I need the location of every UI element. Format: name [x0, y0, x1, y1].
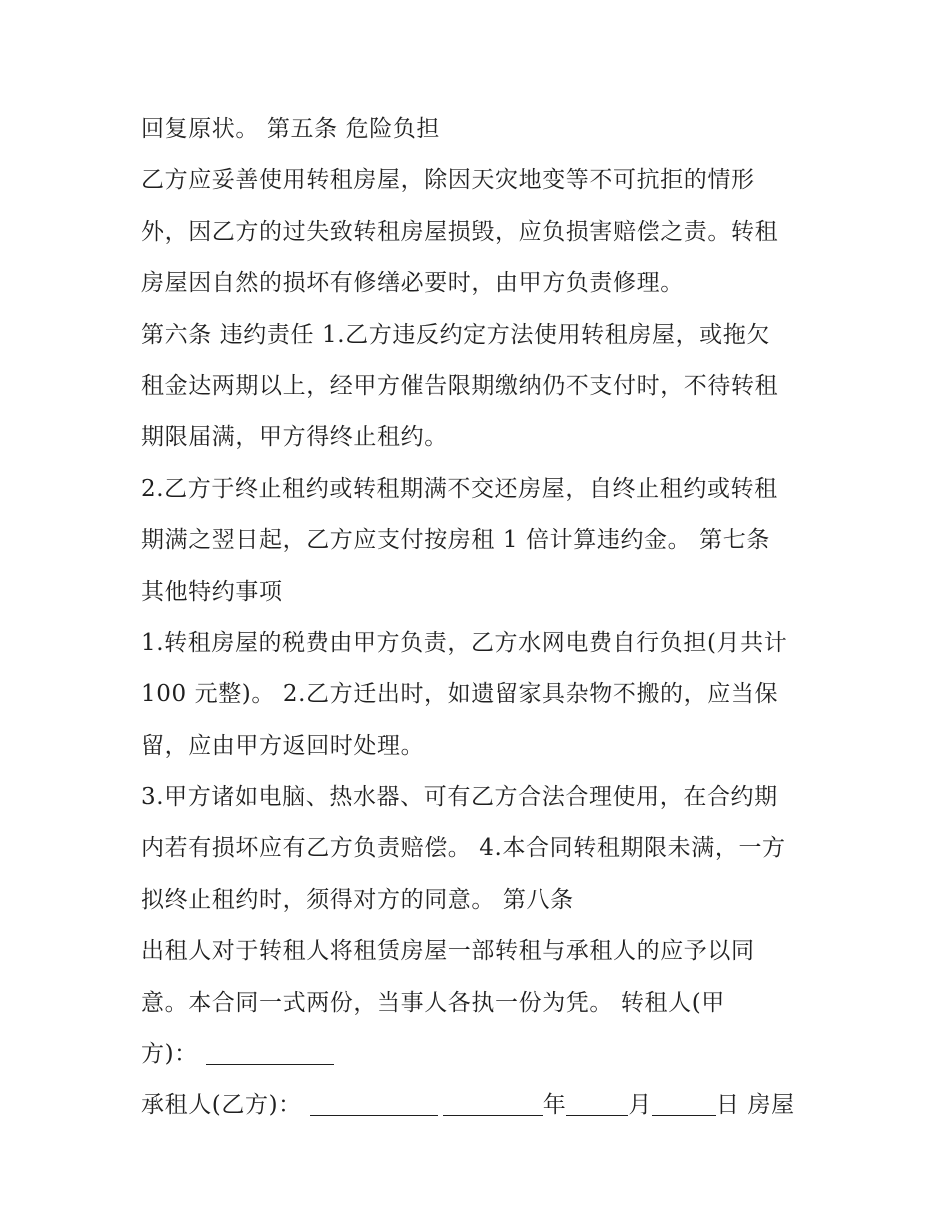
text-line: 1.转租房屋的税费由甲方负责，乙方水网电费自行负担(月共计 [141, 629, 788, 656]
text-line: 拟终止租约时，须得对方的同意。 第八条 [141, 886, 574, 913]
signature-line-lessee [141, 1080, 821, 1131]
text-line: 意。本合同一式两份，当事人各执一份为凭。 转租人(甲 [141, 989, 725, 1016]
text-line: 100 元整)。 2.乙方迁出时，如遗留家具杂物不搬的，应当保 [141, 681, 779, 708]
text-line: 3.甲方诸如电脑、热水器、可有乙方合法合理使用，在合约期 [141, 784, 778, 811]
month-label: 月 [628, 1092, 652, 1119]
sublessor-signature-blank[interactable] [206, 1063, 334, 1065]
text-line: 租金达两期以上，经甲方催告限期缴纳仍不支付时，不待转租 [141, 372, 779, 399]
text-line: 外，因乙方的过失致转租房屋损毁，应负损害赔偿之责。转租 [141, 218, 779, 245]
trailing-text: 房屋 [747, 1092, 795, 1119]
text-line: 房屋因自然的损坏有修缮必要时，由甲方负责修理。 [141, 270, 684, 297]
text-line: 留，应由甲方返回时处理。 [141, 732, 425, 759]
text-line: 内若有损坏应有乙方负责赔偿。 4.本合同转租期限未满，一方 [141, 835, 786, 862]
day-label: 日 [715, 1092, 740, 1119]
lessee-label: 承租人(乙方)： [141, 1092, 302, 1119]
text-line: 期满之翌日起，乙方应支付按房租 1 倍计算违约金。 第七条 [141, 527, 770, 554]
text-line: 出租人对于转租人将租赁房屋一部转租与承租人的应予以同 [141, 938, 755, 965]
lessee-signature-blank[interactable] [310, 1114, 438, 1116]
month-blank[interactable] [566, 1114, 628, 1116]
year-blank[interactable] [443, 1114, 543, 1116]
text-line: 2.乙方于终止租约或转租期满不交还房屋，自终止租约或转租 [141, 475, 778, 502]
year-label: 年 [542, 1092, 567, 1119]
signature-line-sublessor [141, 1029, 821, 1080]
text-line: 回复原状。 第五条 危险负担 [141, 116, 441, 142]
text-line: 其他特约事项 [141, 578, 283, 605]
document-body [141, 104, 821, 1132]
sublessor-label: 方)： [141, 1041, 198, 1068]
text-line: 乙方应妥善使用转租房屋，除因天灾地变等不可抗拒的情形 [141, 167, 755, 194]
text-line: 第六条 违约责任 1.乙方违反约定方法使用转租房屋，或拖欠 [141, 321, 770, 348]
day-blank[interactable] [652, 1114, 716, 1116]
text-line: 期限届满，甲方得终止租约。 [141, 424, 448, 451]
